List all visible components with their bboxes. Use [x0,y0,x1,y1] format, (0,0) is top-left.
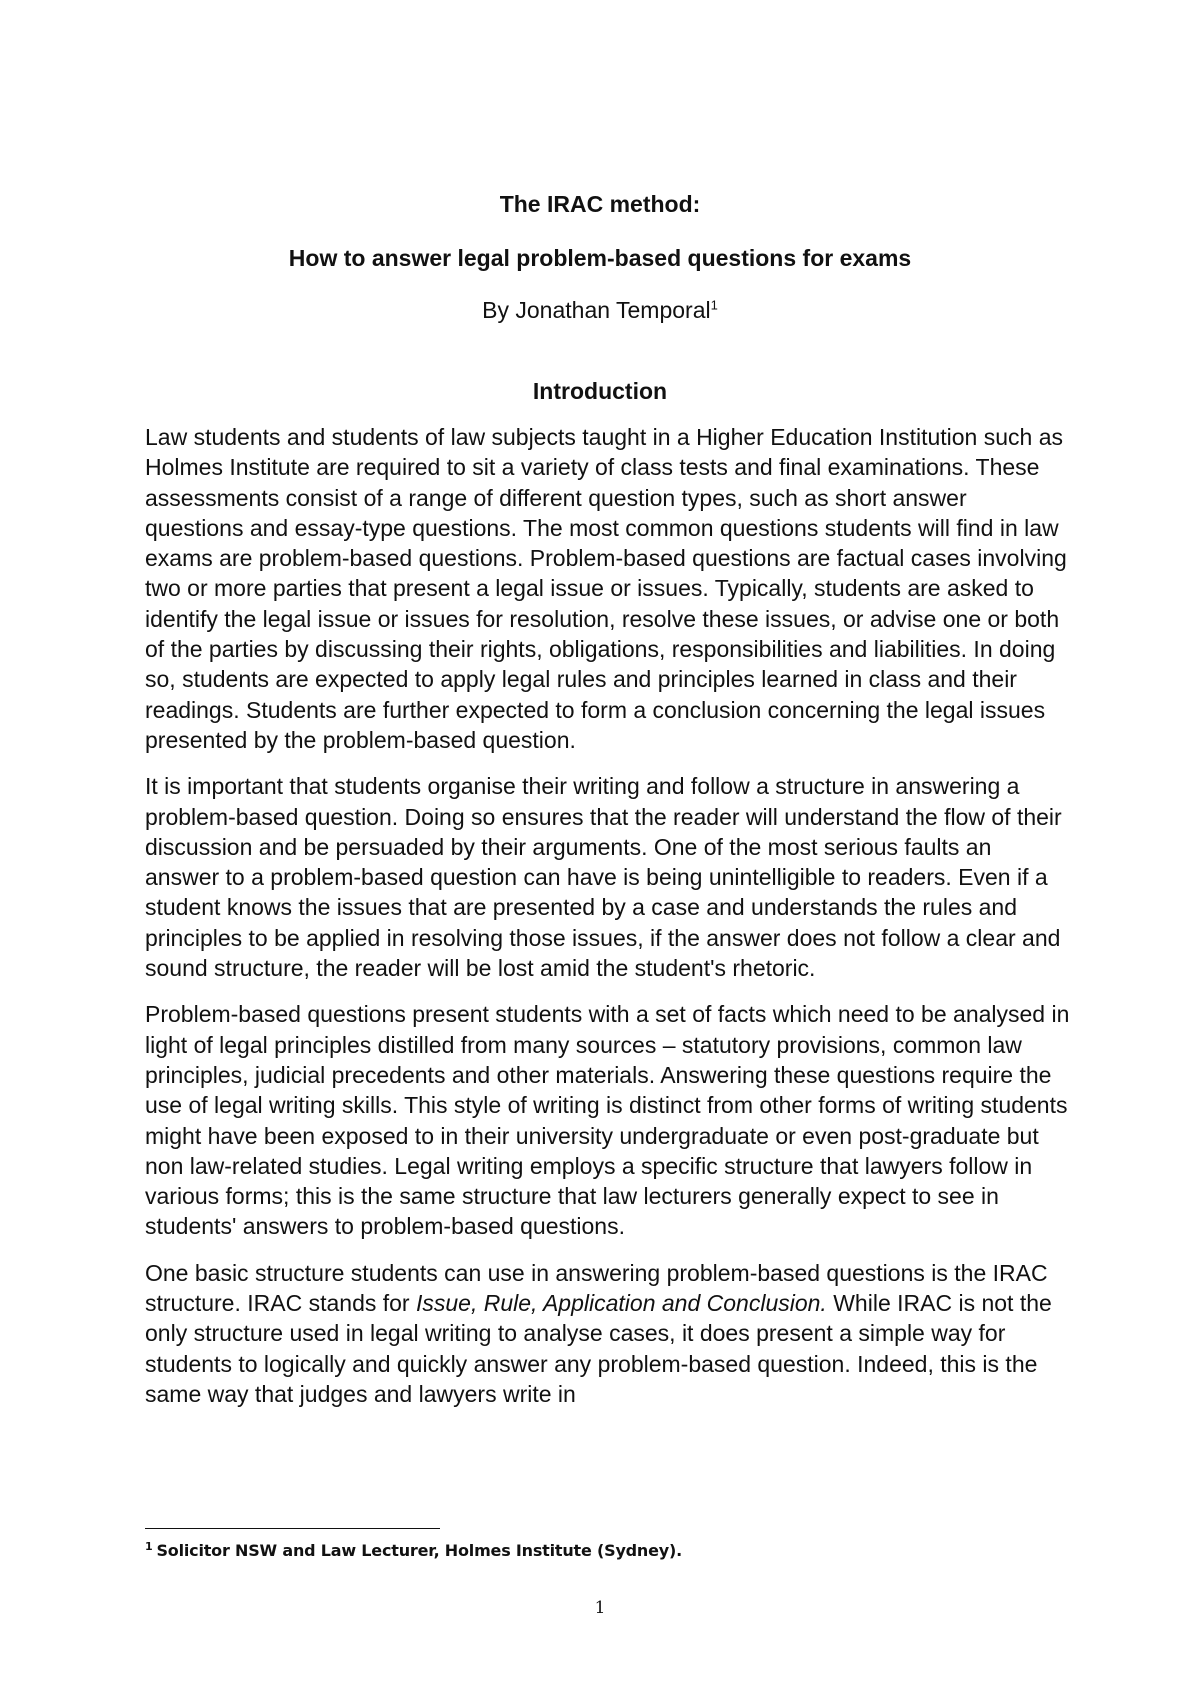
paragraph-3: Problem-based questions present students with a set of facts which need to be analysed in light of legal principles distilled from many sources – statutory provisions, common law principles, judicial precedents and other materials. Answering these questions require the use of legal writing skills. This style of writing is distinct from other forms of writing students might have been exposed to in their university undergraduate or even post-graduate but non law-related studies. Legal writing employs a specific structure that lawyers follow in various forms; this is the same structure that law lecturers generally expect to see in students' answers to problem-based questions. [145,1001,1070,1240]
footnote-marker: 1 [145,1539,153,1553]
paragraph-4-text-before: One basic structure students can use in answering problem-based questions is the IRAC structure. IRAC stands for [145,1259,1048,1317]
paragraph-2: It is important that students organise their writing and follow a structure in answering a problem-based question. Doing so ensures that the reader will understand the flow of their discussion and be persuaded by their arguments. One of the most serious faults an answer to a problem-based question can have is being unintelligible to readers. Even if a student knows the issues that are presented by a case and understands the rules and principles to be applied in resolving those issues, if the answer does not follow a clear and sound structure, the reader will be lost amid the student's rhetoric. [145,773,1062,982]
footnote-reference[interactable]: 1 [710,297,718,313]
author-byline [0,296,1200,324]
footnote-divider [145,1528,440,1529]
title-block [0,190,1200,324]
section-heading-introduction: Introduction [532,378,668,404]
paragraph-4 [145,1258,1070,1409]
footnote [145,1540,682,1562]
document-subtitle: How to answer legal problem-based questions for exams [288,245,912,271]
footnote-text: Solicitor NSW and Law Lecturer, Holmes Institute (Sydney). [156,1541,682,1560]
paragraph-1: Law students and students of law subjects taught in a Higher Education Institution such as Holmes Institute are required to sit a variety of class tests and final examinations. These assessments consist of a range of different question types, such as short answer questions and essay-type questions. The most common questions students will find in law exams are problem-based questions. Problem-based questions are factual cases involving two or more parties that present a legal issue or issues. Typically, students are asked to identify the legal issue or issues for resolution, resolve these issues, or advise one or both of the parties by discussing their rights, obligations, responsibilities and liabilities. In doing so, students are expected to apply legal rules and principles learned in class and their readings. Students are further expected to form a conclusion concerning the legal issues presented by the problem-based question. [145,424,1067,753]
document-title: The IRAC method: [499,191,701,217]
paragraph-4-text-after: While IRAC is not the only structure used in legal writing to analyse cases, it does present a simple way for students to logically and quickly answer any problem-based question. Indeed, this is the same way that judges and lawyers write in [145,1290,1052,1407]
body-text [145,422,1070,1425]
paragraph-4-italic-term: Issue, Rule, Application and Conclusion. [415,1290,827,1317]
page-number: 1 [594,1598,606,1618]
author-name: By Jonathan Temporal [482,297,711,323]
